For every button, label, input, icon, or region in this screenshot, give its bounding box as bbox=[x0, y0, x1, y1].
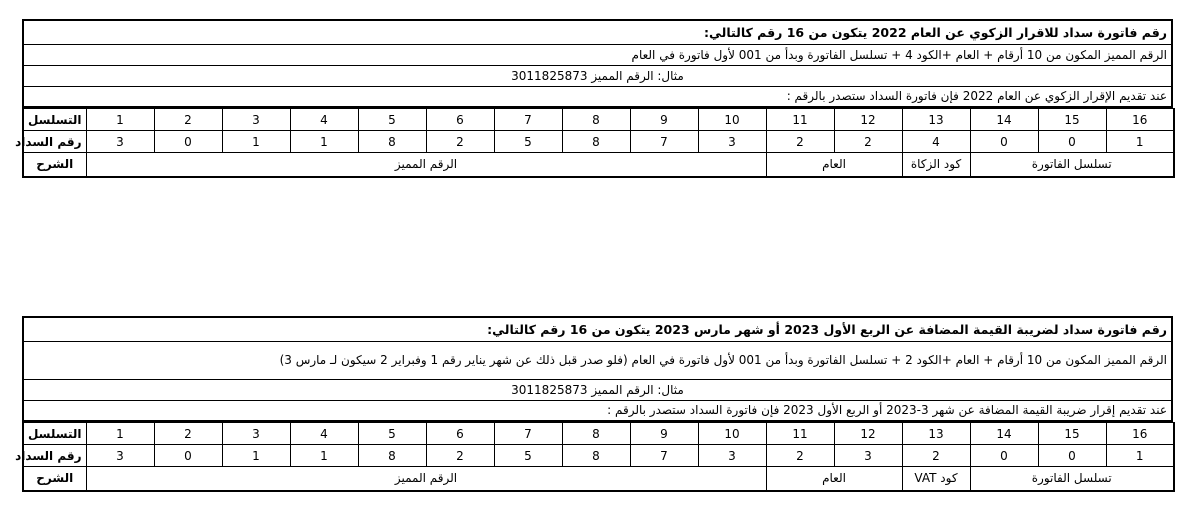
table-cell: 10 bbox=[698, 109, 766, 131]
table-cell: 0 bbox=[1038, 131, 1106, 153]
table-cell: 1 bbox=[1106, 445, 1174, 467]
table-cell: 0 bbox=[154, 445, 222, 467]
table-cell: 2 bbox=[154, 423, 222, 445]
explanation-code: كود الزكاة bbox=[902, 153, 970, 177]
zakat-info-table bbox=[22, 19, 1173, 108]
explanation-year: العام bbox=[766, 153, 902, 177]
table-cell: 14 bbox=[970, 423, 1038, 445]
vat-info-table bbox=[22, 316, 1173, 422]
explanation-invoice-sequence: تسلسل الفاتورة bbox=[970, 153, 1174, 177]
table-cell: 1 bbox=[222, 131, 290, 153]
table-cell: 4 bbox=[290, 423, 358, 445]
table-cell: 1 bbox=[86, 423, 154, 445]
table-cell: 4 bbox=[902, 131, 970, 153]
table-cell: 2 bbox=[766, 445, 834, 467]
table-cell: 10 bbox=[698, 423, 766, 445]
table-cell: 13 bbox=[902, 109, 970, 131]
table-cell: 2 bbox=[834, 131, 902, 153]
table-cell: 6 bbox=[426, 423, 494, 445]
explanation-unique-number: الرقم المميز bbox=[86, 467, 766, 491]
table-cell: 5 bbox=[494, 445, 562, 467]
table-cell: 8 bbox=[562, 423, 630, 445]
table-cell: 6 bbox=[426, 109, 494, 131]
table-cell: 3 bbox=[834, 445, 902, 467]
table-cell: 0 bbox=[970, 445, 1038, 467]
vat-invoice-section bbox=[15, 316, 1173, 492]
table-cell: 2 bbox=[426, 131, 494, 153]
table-cell: 1 bbox=[222, 445, 290, 467]
row-header-sequence: التسلسل bbox=[23, 109, 86, 131]
table-cell: 15 bbox=[1038, 423, 1106, 445]
vat-digit-table bbox=[15, 422, 1175, 492]
table-cell: 8 bbox=[562, 131, 630, 153]
sequence-row bbox=[23, 109, 1174, 131]
explanation-unique-number: الرقم المميز bbox=[86, 153, 766, 177]
table-cell: 4 bbox=[290, 109, 358, 131]
table-cell: 3 bbox=[698, 131, 766, 153]
explanation-invoice-sequence: تسلسل الفاتورة bbox=[970, 467, 1174, 491]
explanation-code: كود VAT bbox=[902, 467, 970, 491]
table-cell: 5 bbox=[358, 423, 426, 445]
table-cell: 1 bbox=[86, 109, 154, 131]
payment-row bbox=[23, 445, 1174, 467]
row-header-payment: رقم السداد bbox=[23, 131, 86, 153]
table-cell: 16 bbox=[1106, 109, 1174, 131]
issue-note: عند تقديم إقرار ضريبة القيمة المضافة عن شهر 3-2023 أو الربع الأول 2023 فإن فاتورة السداد ستصدر بالرقم : bbox=[23, 400, 1172, 421]
table-cell: 7 bbox=[494, 109, 562, 131]
explanation-row bbox=[23, 467, 1174, 491]
table-cell: 7 bbox=[494, 423, 562, 445]
table-cell: 1 bbox=[290, 445, 358, 467]
format-description: الرقم المميز المكون من 10 أرقام + العام +الكود 2 + تسلسل الفاتورة وبدأ من 001 لأول فاتورة في العام (فلو صدر قبل ذلك عن شهر يناير رقم 1 وفبراير 2 سيكون لـ مارس 3) bbox=[23, 341, 1172, 379]
table-cell: 11 bbox=[766, 109, 834, 131]
table-cell: 13 bbox=[902, 423, 970, 445]
table-cell: 2 bbox=[902, 445, 970, 467]
table-cell: 0 bbox=[154, 131, 222, 153]
example-line: مثال: الرقم المميز 3011825873 bbox=[23, 379, 1172, 400]
table-cell: 16 bbox=[1106, 423, 1174, 445]
row-header-explanation: الشرح bbox=[23, 467, 86, 491]
example-line: مثال: الرقم المميز 3011825873 bbox=[23, 65, 1172, 86]
sequence-row bbox=[23, 423, 1174, 445]
table-cell: 12 bbox=[834, 423, 902, 445]
row-header-payment: رقم السداد bbox=[23, 445, 86, 467]
section-title: رقم فاتورة سداد للاقرار الزكوي عن العام 2022 يتكون من 16 رقم كالتالي: bbox=[23, 20, 1172, 44]
table-cell: 7 bbox=[630, 445, 698, 467]
table-cell: 8 bbox=[358, 131, 426, 153]
payment-row bbox=[23, 131, 1174, 153]
table-cell: 11 bbox=[766, 423, 834, 445]
table-cell: 3 bbox=[222, 423, 290, 445]
explanation-row bbox=[23, 153, 1174, 177]
table-cell: 0 bbox=[970, 131, 1038, 153]
section-title: رقم فاتورة سداد لضريبة القيمة المضافة عن الربع الأول 2023 أو شهر مارس 2023 يتكون من 16 رقم كالتالي: bbox=[23, 317, 1172, 341]
table-cell: 2 bbox=[154, 109, 222, 131]
table-cell: 3 bbox=[86, 445, 154, 467]
table-cell: 12 bbox=[834, 109, 902, 131]
table-cell: 0 bbox=[1038, 445, 1106, 467]
table-cell: 8 bbox=[562, 109, 630, 131]
table-cell: 9 bbox=[630, 423, 698, 445]
table-cell: 5 bbox=[494, 131, 562, 153]
row-header-explanation: الشرح bbox=[23, 153, 86, 177]
table-cell: 3 bbox=[698, 445, 766, 467]
row-header-sequence: التسلسل bbox=[23, 423, 86, 445]
table-cell: 7 bbox=[630, 131, 698, 153]
explanation-year: العام bbox=[766, 467, 902, 491]
table-cell: 5 bbox=[358, 109, 426, 131]
table-cell: 14 bbox=[970, 109, 1038, 131]
table-cell: 3 bbox=[222, 109, 290, 131]
issue-note: عند تقديم الإقرار الزكوي عن العام 2022 فإن فاتورة السداد ستصدر بالرقم : bbox=[23, 86, 1172, 107]
zakat-digit-table bbox=[15, 108, 1175, 178]
table-cell: 2 bbox=[426, 445, 494, 467]
table-cell: 15 bbox=[1038, 109, 1106, 131]
format-description: الرقم المميز المكون من 10 أرقام + العام +الكود 4 + تسلسل الفاتورة وبدأ من 001 لأول فاتورة في العام bbox=[23, 44, 1172, 65]
table-cell: 8 bbox=[358, 445, 426, 467]
table-cell: 3 bbox=[86, 131, 154, 153]
table-cell: 9 bbox=[630, 109, 698, 131]
table-cell: 1 bbox=[290, 131, 358, 153]
table-cell: 8 bbox=[562, 445, 630, 467]
zakat-invoice-section bbox=[15, 19, 1173, 178]
table-cell: 1 bbox=[1106, 131, 1174, 153]
table-cell: 2 bbox=[766, 131, 834, 153]
